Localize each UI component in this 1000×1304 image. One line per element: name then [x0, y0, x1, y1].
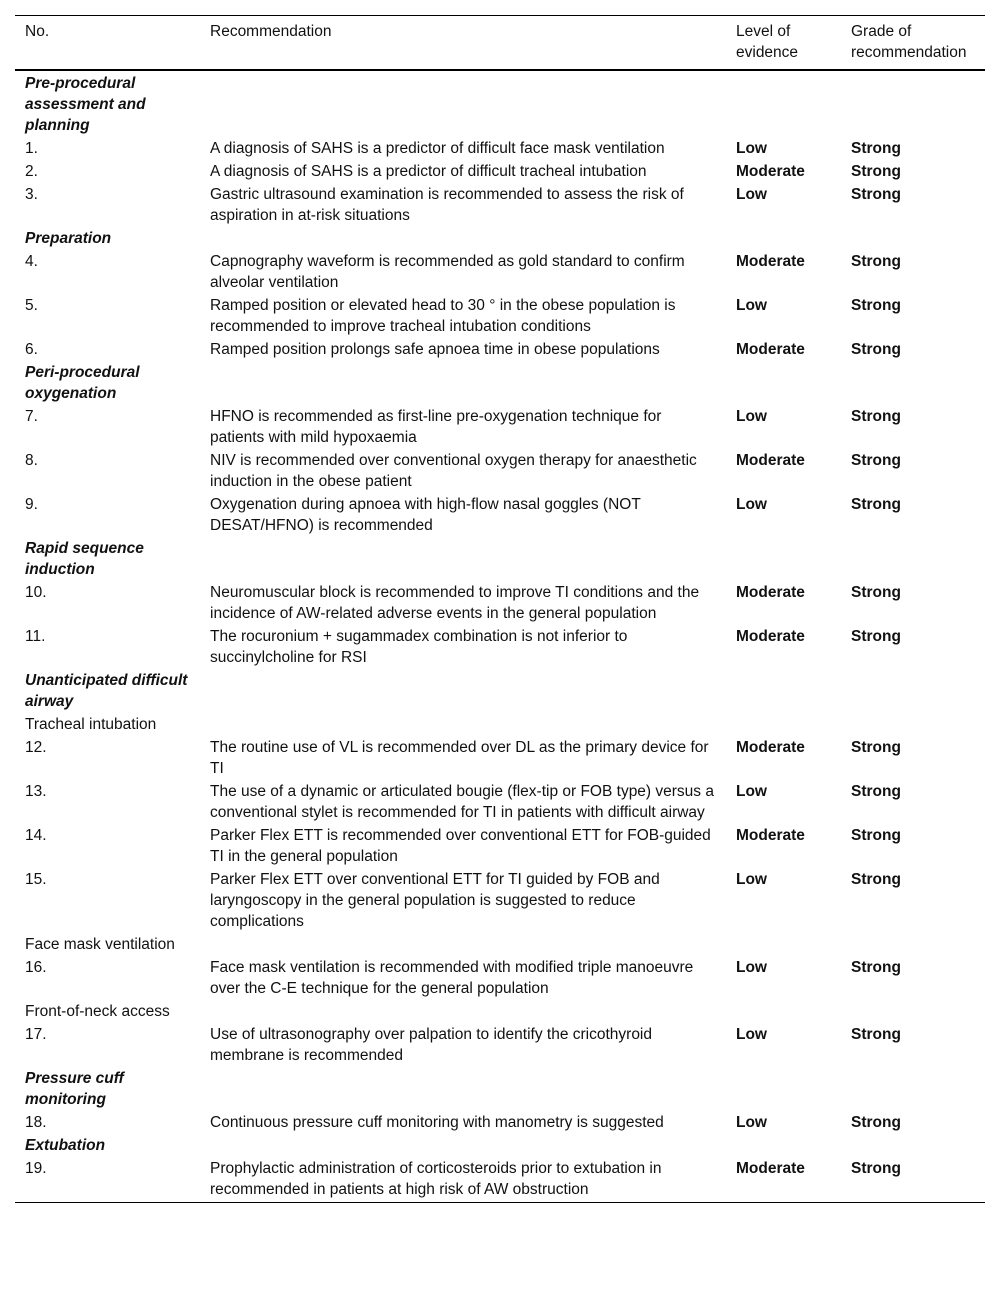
recommendation-number: 5. [25, 297, 38, 314]
recommendation-text: The rocuronium + sugammadex combination is not inferior to succinylcholine for RSI [210, 628, 628, 666]
section-heading-row [15, 1068, 985, 1112]
empty-cell [841, 1135, 985, 1158]
table-row [15, 339, 985, 362]
level-of-evidence: Low [736, 871, 767, 888]
level-of-evidence: Moderate [736, 739, 805, 756]
recommendation-text: Ramped position or elevated head to 30 ° in the obese population is recommended to improve tracheal intubation conditions [210, 297, 676, 335]
level-of-evidence: Low [736, 140, 767, 157]
grade-of-recommendation: Strong [851, 163, 901, 180]
empty-cell [726, 1068, 841, 1112]
recommendation-number: 8. [25, 452, 38, 469]
recommendation-number: 4. [25, 253, 38, 270]
level-of-evidence: Moderate [736, 452, 805, 469]
empty-cell [200, 362, 726, 406]
grade-of-recommendation: Strong [851, 739, 901, 756]
recommendation-number: 14. [25, 827, 47, 844]
section-heading-row [15, 538, 985, 582]
empty-cell [726, 362, 841, 406]
grade-of-recommendation: Strong [851, 496, 901, 513]
level-of-evidence: Moderate [736, 253, 805, 270]
empty-cell [841, 1001, 985, 1024]
recommendation-text: Use of ultrasonography over palpation to identify the cricothyroid membrane is recommended [210, 1026, 652, 1064]
recommendation-number: 18. [25, 1114, 47, 1131]
table-row [15, 450, 985, 494]
table-row [15, 1024, 985, 1068]
empty-cell [200, 1001, 726, 1024]
header-no: No. [25, 23, 50, 40]
recommendation-text: HFNO is recommended as first-line pre-oxygenation technique for patients with mild hypoxaemia [210, 408, 662, 446]
section-heading-row [15, 1135, 985, 1158]
header-row [15, 16, 985, 71]
table-body [15, 70, 985, 1202]
empty-cell [200, 670, 726, 714]
table-row [15, 138, 985, 161]
grade-of-recommendation: Strong [851, 959, 901, 976]
section-heading-row [15, 670, 985, 714]
empty-cell [726, 228, 841, 251]
empty-cell [200, 1068, 726, 1112]
grade-of-recommendation: Strong [851, 186, 901, 203]
level-of-evidence: Moderate [736, 628, 805, 645]
header-level-of-evidence: Level of evidence [736, 23, 799, 61]
recommendation-text: Face mask ventilation is recommended with modified triple manoeuvre over the C-E technique for the general population [210, 959, 694, 997]
empty-cell [726, 1001, 841, 1024]
recommendation-number: 16. [25, 959, 47, 976]
subsection-heading-row [15, 934, 985, 957]
level-of-evidence: Low [736, 496, 767, 513]
empty-cell [841, 934, 985, 957]
recommendation-number: 3. [25, 186, 38, 203]
empty-cell [200, 70, 726, 138]
recommendation-text: A diagnosis of SAHS is a predictor of difficult tracheal intubation [210, 163, 647, 180]
table-row [15, 869, 985, 934]
empty-cell [841, 70, 985, 138]
level-of-evidence: Low [736, 783, 767, 800]
table-row [15, 582, 985, 626]
table-row [15, 1112, 985, 1135]
level-of-evidence: Moderate [736, 341, 805, 358]
recommendations-table-container [15, 0, 985, 1203]
empty-cell [726, 538, 841, 582]
level-of-evidence: Moderate [736, 1160, 805, 1177]
table-row [15, 184, 985, 228]
recommendation-number: 10. [25, 584, 47, 601]
grade-of-recommendation: Strong [851, 783, 901, 800]
empty-cell [726, 934, 841, 957]
section-heading: Extubation [25, 1137, 106, 1154]
empty-cell [841, 538, 985, 582]
recommendation-number: 12. [25, 739, 47, 756]
recommendation-text: Parker Flex ETT is recommended over conventional ETT for FOB-guided TI in the general population [210, 827, 711, 865]
grade-of-recommendation: Strong [851, 140, 901, 157]
subsection-heading: Tracheal intubation [25, 716, 157, 733]
empty-cell [200, 714, 726, 737]
empty-cell [200, 934, 726, 957]
empty-cell [726, 70, 841, 138]
recommendation-number: 19. [25, 1160, 47, 1177]
grade-of-recommendation: Strong [851, 871, 901, 888]
recommendation-number: 17. [25, 1026, 47, 1043]
subsection-heading: Front-of-neck access [25, 1003, 170, 1020]
grade-of-recommendation: Strong [851, 341, 901, 358]
header-grade-of-recommendation: Grade of recommendation [851, 23, 967, 61]
empty-cell [726, 1135, 841, 1158]
empty-cell [726, 714, 841, 737]
grade-of-recommendation: Strong [851, 1026, 901, 1043]
grade-of-recommendation: Strong [851, 1160, 901, 1177]
section-heading-row [15, 228, 985, 251]
section-heading-row [15, 362, 985, 406]
section-heading: Pressure cuff monitoring [25, 1070, 124, 1108]
grade-of-recommendation: Strong [851, 297, 901, 314]
table-row [15, 626, 985, 670]
grade-of-recommendation: Strong [851, 1114, 901, 1131]
recommendations-table [15, 15, 985, 1202]
table-bottom-rule [15, 1202, 985, 1203]
grade-of-recommendation: Strong [851, 452, 901, 469]
recommendation-number: 13. [25, 783, 47, 800]
subsection-heading-row [15, 1001, 985, 1024]
recommendation-text: Continuous pressure cuff monitoring with manometry is suggested [210, 1114, 664, 1131]
recommendation-number: 7. [25, 408, 38, 425]
recommendation-number: 6. [25, 341, 38, 358]
table-row [15, 825, 985, 869]
recommendation-text: Neuromuscular block is recommended to improve TI conditions and the incidence of AW-related adverse events in the general population [210, 584, 700, 622]
level-of-evidence: Low [736, 959, 767, 976]
level-of-evidence: Moderate [736, 827, 805, 844]
recommendation-text: The routine use of VL is recommended over DL as the primary device for TI [210, 739, 709, 777]
section-heading: Rapid sequence induction [25, 540, 144, 578]
section-heading-row [15, 70, 985, 138]
empty-cell [726, 670, 841, 714]
grade-of-recommendation: Strong [851, 827, 901, 844]
recommendation-text: NIV is recommended over conventional oxygen therapy for anaesthetic induction in the obese patient [210, 452, 697, 490]
table-row [15, 161, 985, 184]
table-row [15, 737, 985, 781]
section-heading: Pre-procedural assessment and planning [25, 75, 146, 134]
level-of-evidence: Low [736, 186, 767, 203]
grade-of-recommendation: Strong [851, 584, 901, 601]
empty-cell [841, 1068, 985, 1112]
grade-of-recommendation: Strong [851, 408, 901, 425]
recommendation-number: 9. [25, 496, 38, 513]
recommendation-text: Prophylactic administration of corticosteroids prior to extubation in recommended in patients at high risk of AW obstruction [210, 1160, 662, 1198]
table-row [15, 957, 985, 1001]
subsection-heading-row [15, 714, 985, 737]
section-heading: Preparation [25, 230, 112, 247]
recommendation-text: The use of a dynamic or articulated bougie (flex-tip or FOB type) versus a conventional stylet is recommended for TI in patients with difficult airway [210, 783, 714, 821]
empty-cell [841, 362, 985, 406]
section-heading: Peri-procedural oxygenation [25, 364, 140, 402]
table-row [15, 251, 985, 295]
table-header [15, 16, 985, 71]
recommendation-text: Ramped position prolongs safe apnoea time in obese populations [210, 341, 660, 358]
empty-cell [841, 228, 985, 251]
section-heading: Unanticipated difficult airway [25, 672, 188, 710]
recommendation-number: 2. [25, 163, 38, 180]
empty-cell [200, 1135, 726, 1158]
recommendation-text: Capnography waveform is recommended as gold standard to confirm alveolar ventilation [210, 253, 685, 291]
grade-of-recommendation: Strong [851, 253, 901, 270]
level-of-evidence: Low [736, 1026, 767, 1043]
level-of-evidence: Moderate [736, 163, 805, 180]
recommendation-number: 11. [25, 628, 46, 645]
grade-of-recommendation: Strong [851, 628, 901, 645]
level-of-evidence: Low [736, 1114, 767, 1131]
recommendation-text: Oxygenation during apnoea with high-flow nasal goggles (NOT DESAT/HFNO) is recommended [210, 496, 641, 534]
recommendation-number: 1. [25, 140, 38, 157]
table-row [15, 295, 985, 339]
empty-cell [841, 714, 985, 737]
table-row [15, 781, 985, 825]
recommendation-number: 15. [25, 871, 47, 888]
level-of-evidence: Moderate [736, 584, 805, 601]
empty-cell [200, 228, 726, 251]
level-of-evidence: Low [736, 297, 767, 314]
empty-cell [200, 538, 726, 582]
recommendation-text: Parker Flex ETT over conventional ETT for TI guided by FOB and laryngoscopy in the general population is suggested to reduce complications [210, 871, 660, 930]
table-row [15, 406, 985, 450]
level-of-evidence: Low [736, 408, 767, 425]
table-row [15, 1158, 985, 1202]
recommendation-text: Gastric ultrasound examination is recommended to assess the risk of aspiration in at-risk situations [210, 186, 684, 224]
table-row [15, 494, 985, 538]
recommendation-text: A diagnosis of SAHS is a predictor of difficult face mask ventilation [210, 140, 665, 157]
empty-cell [841, 670, 985, 714]
subsection-heading: Face mask ventilation [25, 936, 175, 953]
header-recommendation: Recommendation [210, 23, 332, 40]
